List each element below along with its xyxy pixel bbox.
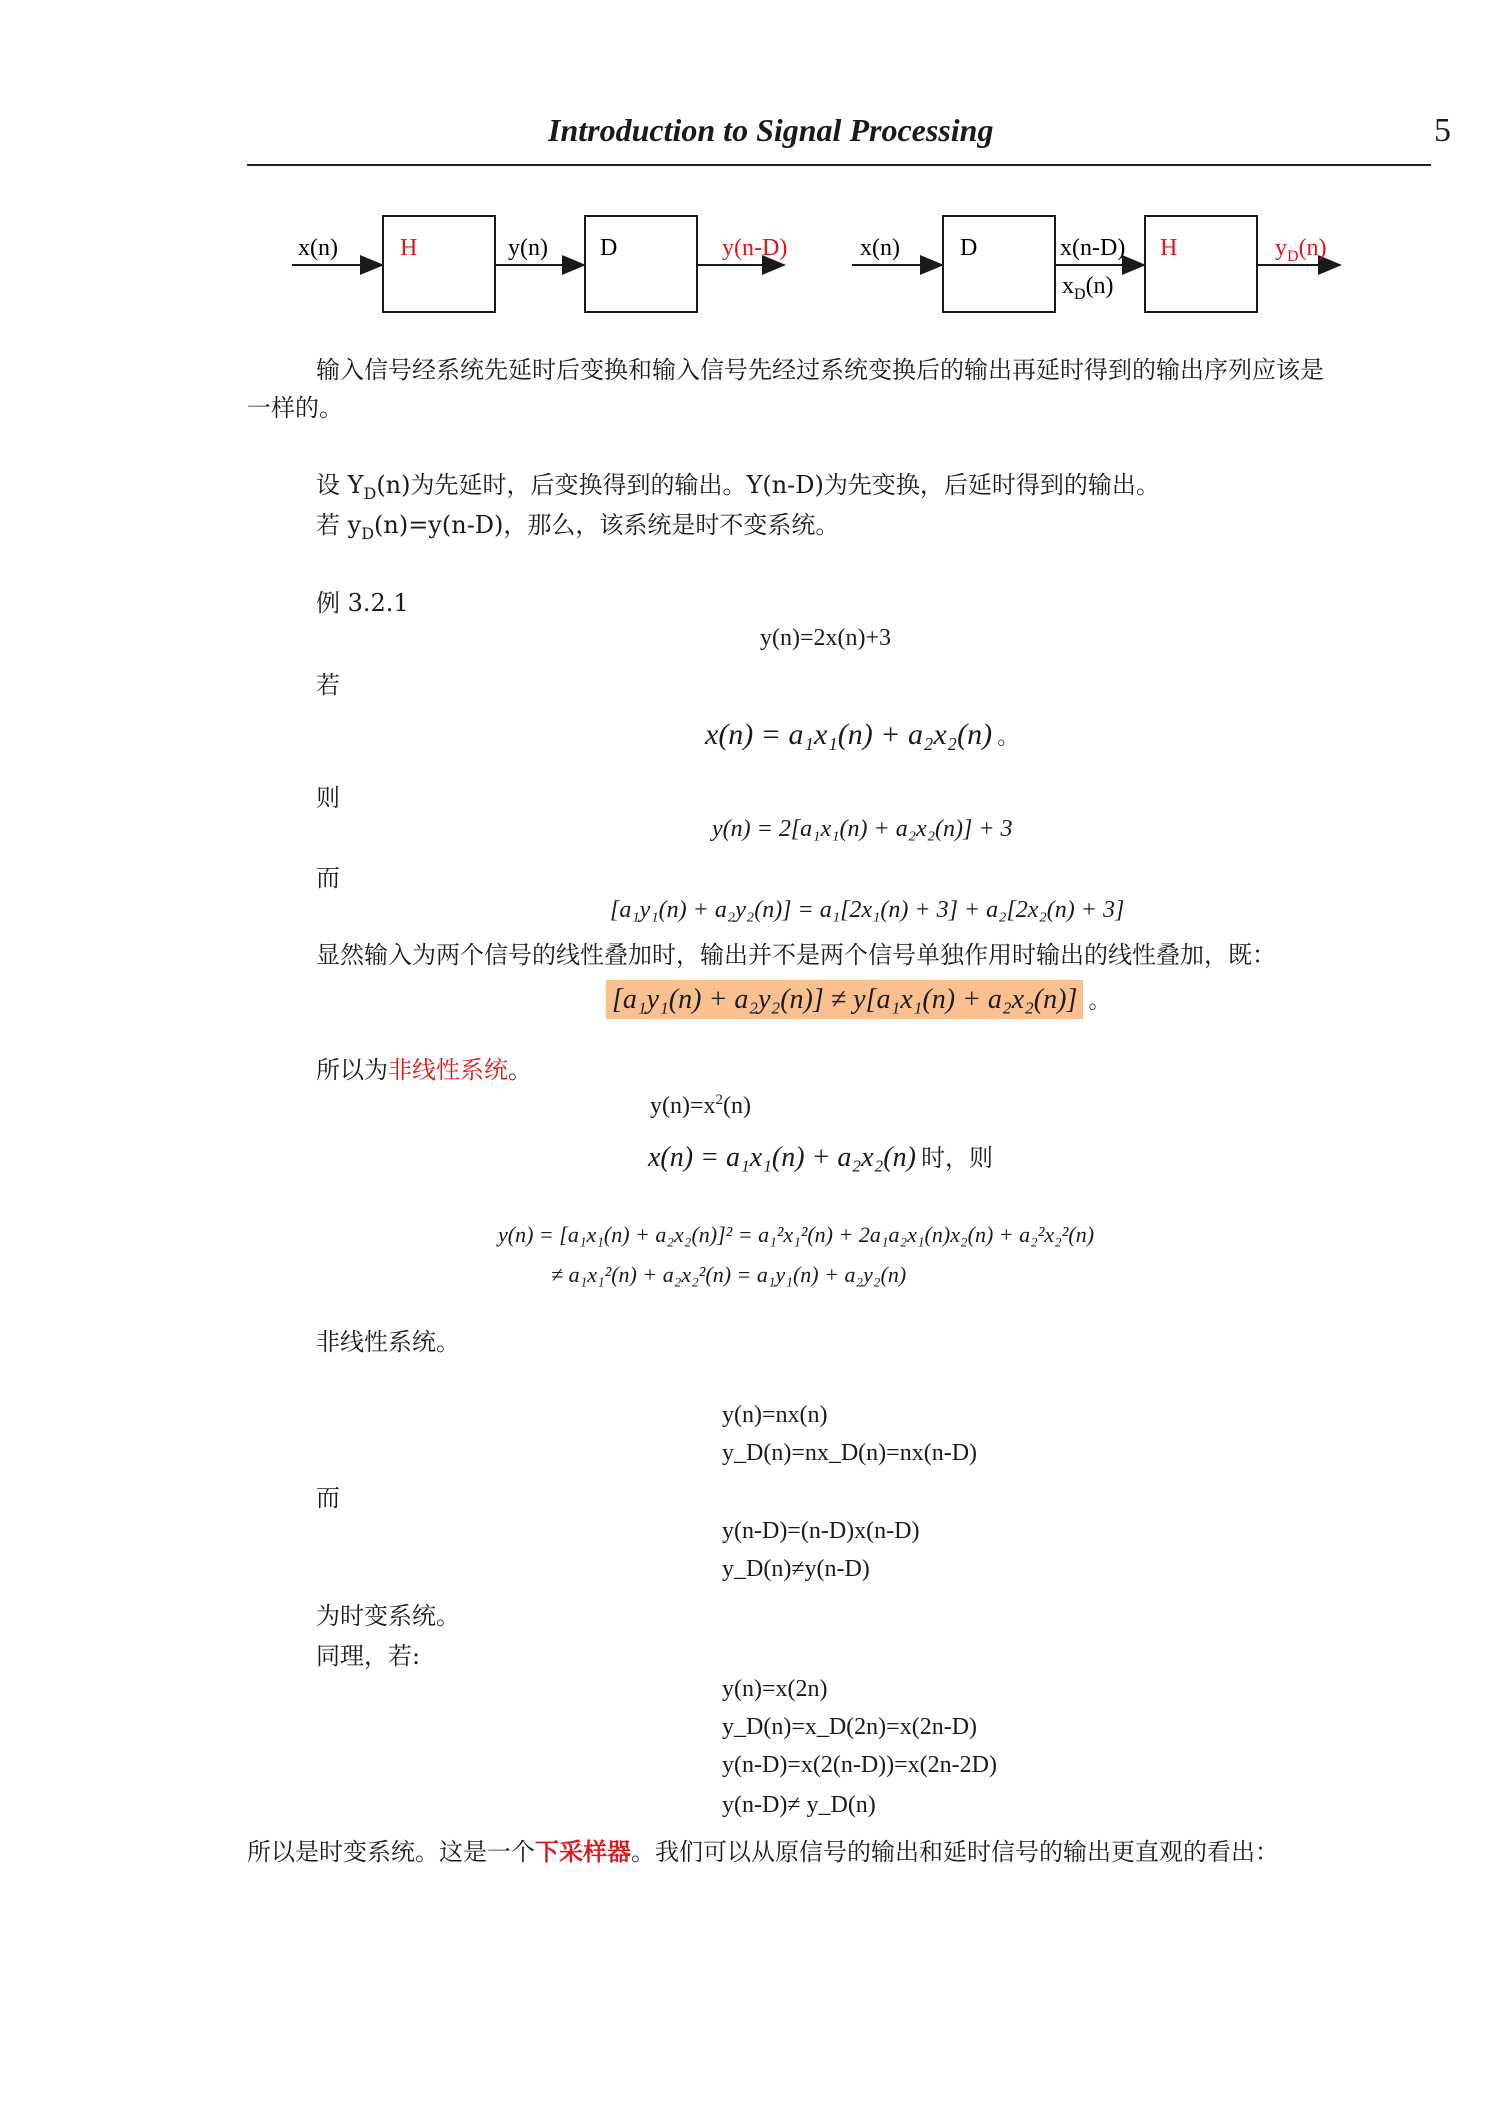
punctuation: 。 — [1088, 989, 1111, 1014]
example-label: 例 3.2.1 — [316, 589, 409, 617]
diagram-label-input: x(n) — [860, 235, 900, 261]
paragraph-condition: 若 $y_D(n)=y(n-D)$，那么，该系统是时不变系统。 — [316, 511, 840, 543]
equation: y_D(n)≠y(n-D) — [722, 1556, 870, 1582]
equation: y(n)=2x(n)+3 — [760, 625, 892, 651]
equation: y(n-D)≠ y_D(n) — [722, 1792, 876, 1818]
block-d — [585, 216, 697, 312]
equation-row — [648, 1138, 993, 1174]
equation: y(n)=x(2n) — [722, 1676, 828, 1702]
equation: y(n-D)=(n-D)x(n-D) — [722, 1518, 920, 1544]
equation: y(n) = [a₁x₁(n) + a₂x₂(n)]² = a₁²x₁²(n) + 2a₁a₂x₁(n)x₂(n) + a₂²x₂²(n) — [498, 1222, 1095, 1247]
diagram-h-then-d — [292, 216, 787, 312]
text-ze: 则 — [316, 784, 340, 812]
diagram-label-mid: x(n-D) — [1060, 235, 1126, 261]
text-er: 而 — [316, 864, 340, 892]
paragraph-conclusion: 所以为非线性系统。 — [316, 1056, 532, 1084]
equation-row — [606, 984, 1110, 1016]
block-label: H — [1160, 235, 1178, 261]
text-ruo: 若 — [316, 671, 340, 699]
diagram-label-mid-sub: $x_D(n)$ — [1062, 273, 1114, 303]
equation: y(n)=nx(n) — [722, 1402, 828, 1428]
equation: y_D(n)=x_D(2n)=x(2n-D) — [722, 1714, 978, 1740]
equation: $y(n)=x^2(n)$ — [650, 1092, 752, 1119]
equation: y(n-D)=x(2(n-D))=x(2n-2D) — [722, 1752, 997, 1778]
diagram-label-output: $y_D(n)$ — [1275, 235, 1327, 265]
equation-tail: 时，则 — [921, 1144, 994, 1172]
paragraph-line: 输入信号经系统先延时后变换和输入信号先经过系统变换后的输出再延时得到的输出序列应该是 — [316, 356, 1324, 384]
diagram-label-mid: y(n) — [508, 235, 548, 261]
block-label: H — [400, 235, 418, 261]
paragraph-line: 为时变系统。 — [316, 1602, 460, 1630]
header-rule — [247, 164, 1431, 166]
paragraph-line: 同理，若: — [316, 1642, 421, 1670]
block-h — [383, 216, 495, 312]
equation: x(n) = a₁x₁(n) + a₂x₂(n) — [648, 1142, 916, 1173]
equation: x(n) = a₁x₁(n) + a₂x₂(n) — [705, 718, 993, 751]
paragraph-definition: 设 $Y_D(n)$为先延时，后变换得到的输出。Y(n-D)为先变换，后延时得到的输出。 — [316, 471, 1160, 503]
paragraph-line: 一样的。 — [247, 394, 343, 422]
diagram-label-output: y(n-D) — [722, 235, 788, 261]
equation: ≠ a₁x₁²(n) + a₂x₂²(n) = a₁y₁(n) + a₂y₂(n) — [551, 1262, 907, 1287]
punctuation: 。 — [997, 725, 1020, 750]
equation: y_D(n)=nx_D(n)=nx(n-D) — [722, 1440, 978, 1466]
block-d — [943, 216, 1055, 312]
page-header-title: Introduction to Signal Processing — [548, 112, 994, 148]
page-number: 5 — [1434, 112, 1451, 149]
paragraph-final: 所以是时变系统。这是一个下采样器。我们可以从原信号的输出和延时信号的输出更直观的看出： — [247, 1837, 1279, 1866]
paragraph-line: 显然输入为两个信号的线性叠加时，输出并不是两个信号单独作用时输出的线性叠加，既： — [316, 941, 1276, 969]
diagram-label-input: x(n) — [298, 235, 338, 261]
block-h — [1145, 216, 1257, 312]
block-label: D — [600, 235, 618, 261]
equation: [a₁y₁(n) + a₂y₂(n)] = a₁[2x₁(n) + 3] + a₂[2x₂(n) + 3] — [610, 897, 1125, 923]
paragraph-line: 非线性系统。 — [316, 1328, 460, 1356]
equation-row — [705, 718, 1019, 752]
highlighted-equation: [a₁y₁(n) + a₂y₂(n)] ≠ y[a₁x₁(n) + a₂x₂(n)] — [606, 980, 1083, 1019]
block-diagrams — [280, 200, 1380, 340]
text-er: 而 — [316, 1484, 340, 1512]
diagram-d-then-h — [852, 216, 1340, 312]
block-label: D — [960, 235, 978, 261]
equation: y(n) = 2[a₁x₁(n) + a₂x₂(n)] + 3 — [712, 816, 1013, 842]
